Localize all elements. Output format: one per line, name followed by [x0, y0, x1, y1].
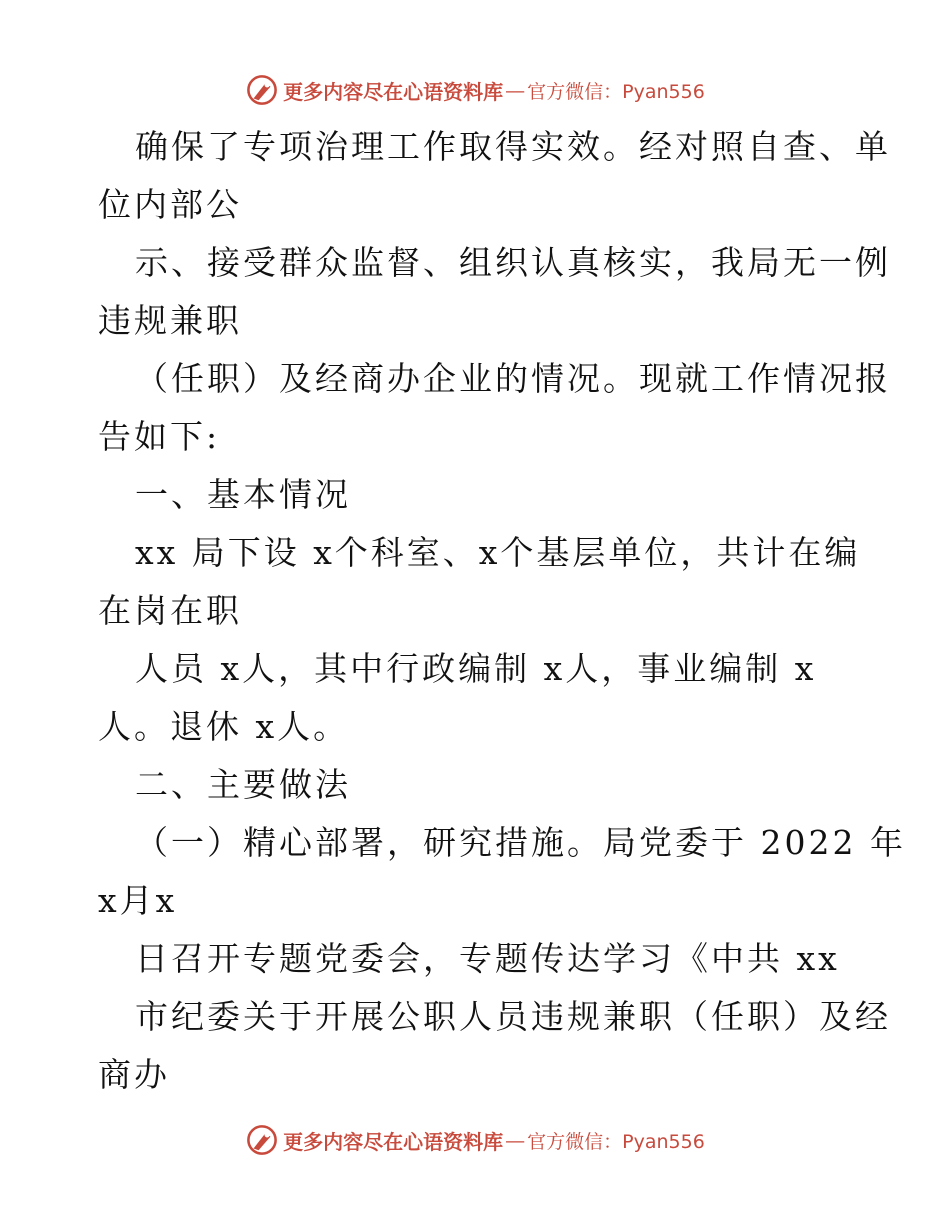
banner-separator: — — [505, 78, 526, 102]
header-banner — [0, 70, 950, 110]
wechat-id: 官方微信：Pyan556 — [527, 1130, 705, 1153]
paragraph-line: xx 局下设 x个科室、x个基层单位，共计在编 — [135, 533, 861, 572]
section-heading: 二、主要做法 — [135, 765, 351, 804]
paragraph-line: x月x — [98, 881, 178, 920]
paragraph-line: 人。退休 x人。 — [98, 707, 350, 746]
pen-nib-logo-icon — [245, 73, 279, 107]
paragraph-line: 示、接受群众监督、组织认真核实，我局无一例 — [135, 243, 891, 282]
footer-banner — [0, 1120, 950, 1160]
paragraph-line: 日召开专题党委会，专题传达学习《中共 xx — [135, 939, 840, 978]
paragraph-line: 位内部公 — [98, 185, 242, 224]
paragraph-line: 在岗在职 — [98, 591, 242, 630]
paragraph-line: 告如下: — [98, 417, 221, 456]
site-name: 更多内容尽在心语资料库 — [283, 79, 504, 104]
paragraph-line: （任职）及经商办企业的情况。现就工作情况报 — [135, 359, 891, 398]
paragraph-line: 市纪委关于开展公职人员违规兼职（任职）及经 — [135, 997, 891, 1036]
section-heading: 一、基本情况 — [135, 475, 351, 514]
paragraph-line: （一）精心部署，研究措施。局党委于 2022 年 — [135, 823, 906, 862]
paragraph-line: 违规兼职 — [98, 301, 242, 340]
banner-separator: — — [505, 1128, 526, 1152]
paragraph-line: 商办 — [98, 1055, 170, 1094]
wechat-id: 官方微信：Pyan556 — [527, 80, 705, 103]
paragraph-line: 人员 x人，其中行政编制 x人，事业编制 x — [135, 649, 817, 688]
site-name: 更多内容尽在心语资料库 — [283, 1129, 504, 1154]
pen-nib-logo-icon — [245, 1123, 279, 1157]
paragraph-line: 确保了专项治理工作取得实效。经对照自查、单 — [135, 127, 891, 166]
